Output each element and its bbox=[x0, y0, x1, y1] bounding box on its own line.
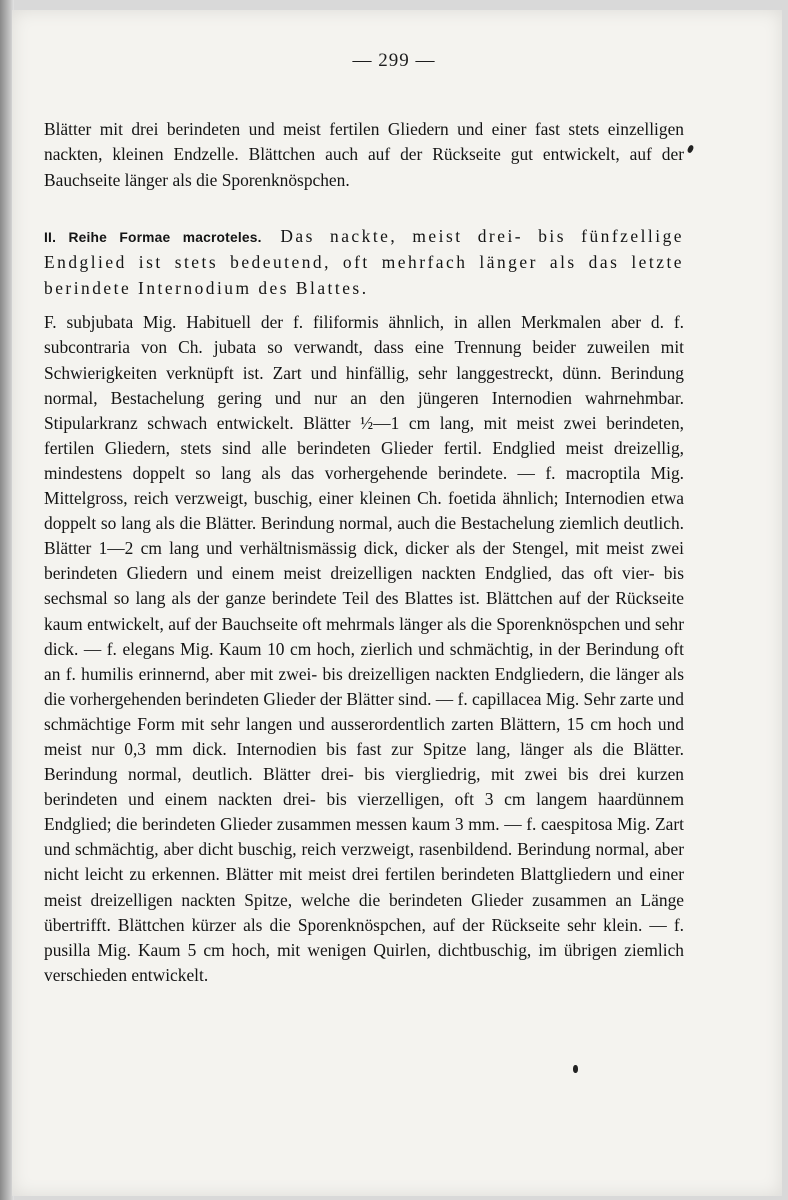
section-description: Das nackte, meist drei- bis fünfzellige Endglied ist stets bedeutend, oft mehrfach länger als das letzte berindete Internodium des Blattes. bbox=[44, 226, 684, 298]
section-heading: II. Reihe Formae macroteles. bbox=[44, 230, 262, 246]
paragraph-continuation: Blätter mit drei berindeten und meist fertilen Gliedern und einer fast stets einzelligen nackten, kleinen Endzelle. Blättchen auch auf der Rückseite gut entwickelt, auf der Bauchseite länger als die Sporenknöspchen. bbox=[44, 119, 684, 190]
ink-spot bbox=[573, 1065, 578, 1073]
section-paragraph bbox=[44, 224, 684, 300]
page-number: — 299 — bbox=[352, 50, 436, 71]
forms-description-paragraph: F. subjubata Mig. Habituell der f. filiformis ähnlich, in allen Merkmalen aber d. f. subcontraria von Ch. jubata so verwandt, dass eine Trennung beider zuweilen mit Schwierigkeiten verknüpft ist. Zart und hinfällig, sehr langgestreckt, dünn. Berindung normal, Bestachelung gering und nur an den jüngeren Internodien wahrnehmbar. Stipularkranz schwach entwickelt. Blätter ½—1 cm lang, mit meist zwei berindeten, fertilen Gliedern, stets sind alle berindeten Glieder fertil. Endglied meist dreizellig, mindestens doppelt so lang als das vorhergehende berindete. — f. macroptila Mig. Mittelgross, reich verzweigt, buschig, einer kleinen Ch. foetida ähnlich; Internodien etwa doppelt so lang als die Blätter. Berindung normal, auch die Bestachelung ziemlich deutlich. Blätter 1—2 cm lang und verhältnismässig dick, dicker als der Stengel, mit meist zwei berindeten Gliedern und einem meist dreizelligen nackten Endglied, das oft vier- bis sechsmal so lang als der ganze berindete Teil des Blattes ist. Blättchen auf der Rückseite kaum entwickelt, auf der Bauchseite oft mehrmals länger als die Sporenknöspchen und sehr dick. — f. elegans Mig. Kaum 10 cm hoch, zierlich und schmächtig, in der Berindung oft an f. humilis erinnernd, aber mit zwei- bis dreizelligen nackten Endgliedern, die länger als die vorhergehenden berindeten Glieder der Blätter sind. — f. capillacea Mig. Sehr zarte und schmächtige Form mit sehr langen und ausserordentlich zarten Blättern, 15 cm hoch und meist nur 0,3 mm dick. Internodien bis fast zur Spitze lang, länger als die Blätter. Berindung normal, deutlich. Blätter drei- bis viergliedrig, mit zwei bis drei kurzen berindeten und einem nackten drei- bis vierzelligen, oft 3 cm langem haardünnem Endglied; die berindeten Glieder zusammen messen kaum 3 mm. — f. caespitosa Mig. Zart und schmächtig, aber dicht buschig, reich verzweigt, rasenbildend. Berindung normal, aber nicht leicht zu erkennen. Blätter mit meist drei fertilen berindeten Blattgliedern und einer meist dreizelligen nackten Spitze, welche die berindeten Glieder zusammen an Länge übertrifft. Blättchen kürzer als die Sporenknöspchen, auf der Rückseite sehr klein. — f. pusilla Mig. Kaum 5 cm hoch, mit wenigen Quirlen, dichtbuschig, im übrigen ziemlich verschieden entwickelt. bbox=[44, 312, 684, 985]
